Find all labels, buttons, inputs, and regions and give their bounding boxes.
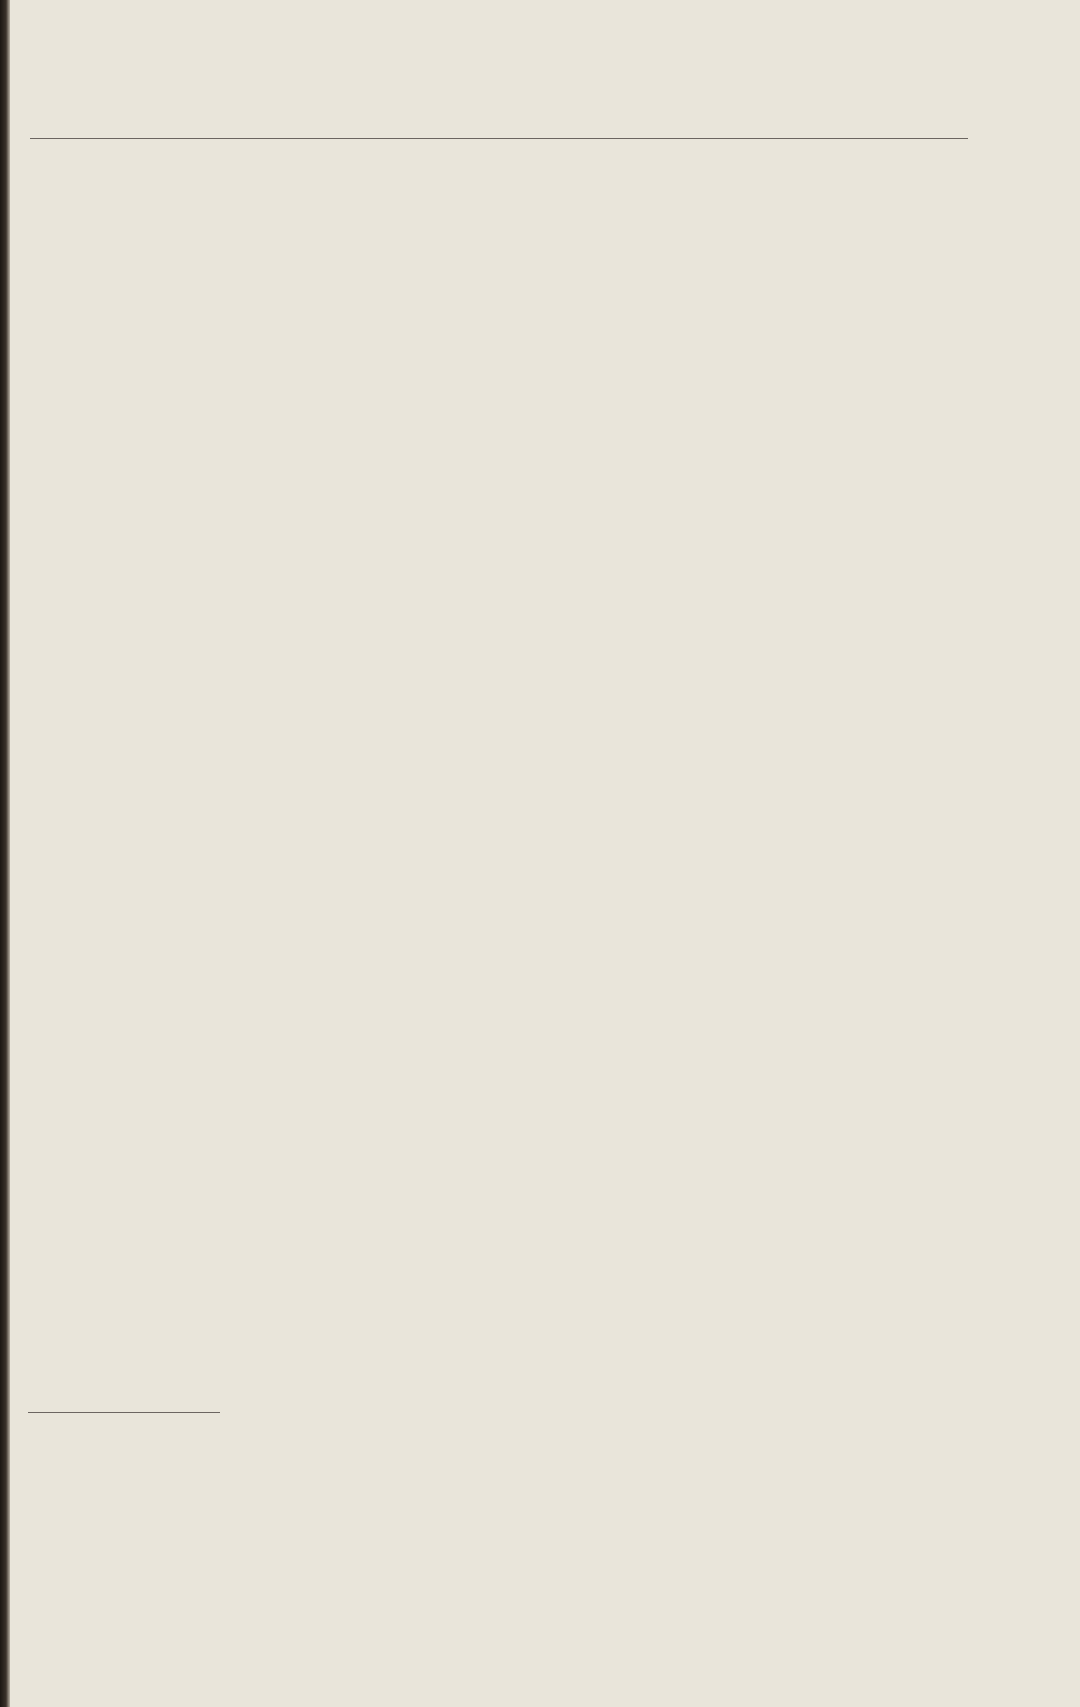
header-rule — [30, 138, 968, 139]
footnote-rule — [28, 1412, 220, 1413]
running-header — [28, 104, 970, 134]
